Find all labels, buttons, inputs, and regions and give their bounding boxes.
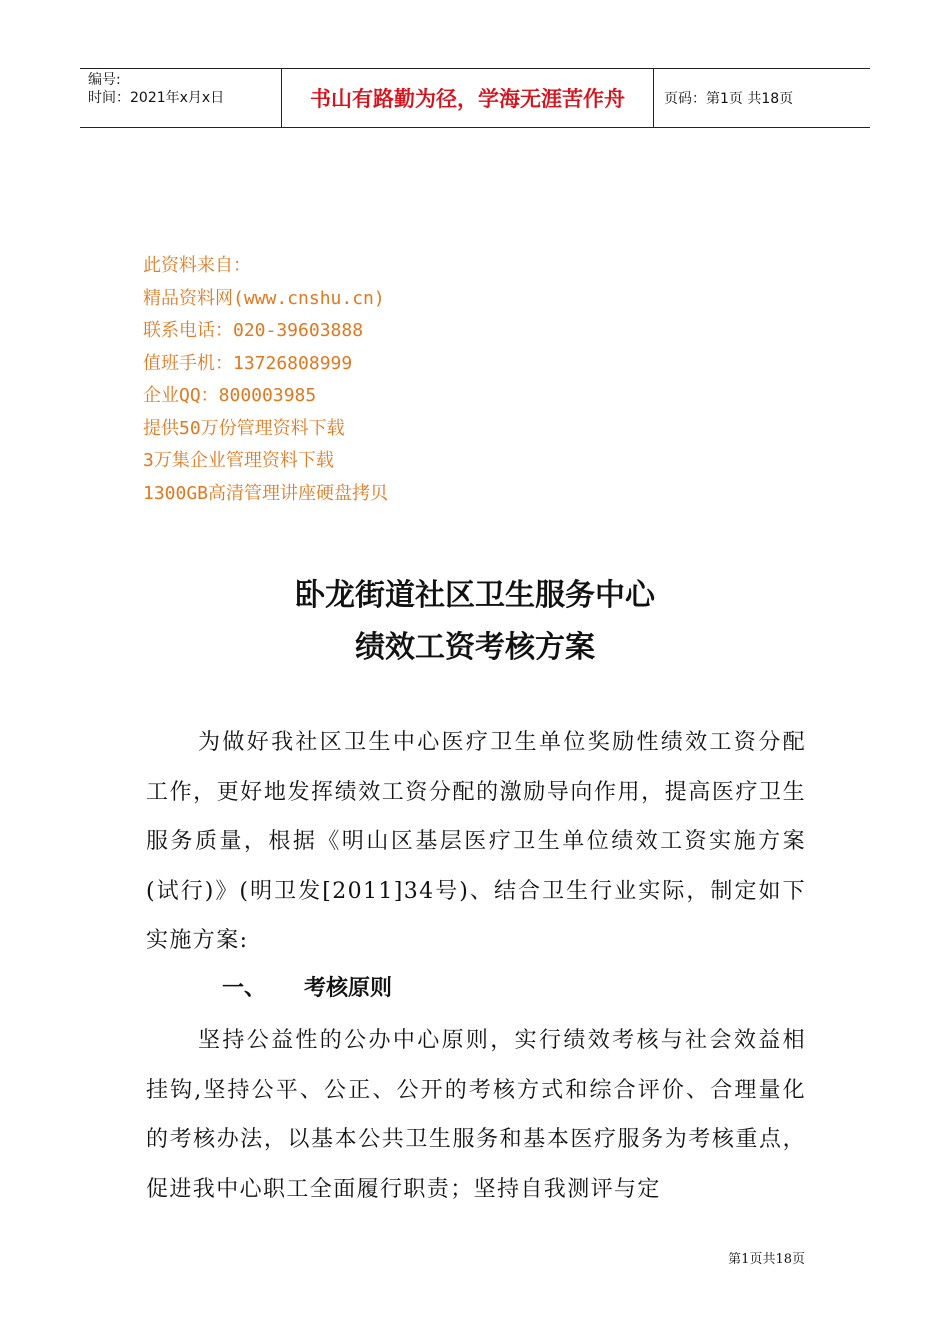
source-line: 此资料来自： — [143, 255, 251, 276]
serial-label: 编号: — [88, 72, 121, 88]
header-meta — [80, 69, 282, 127]
section1-paragraph: 坚持公益性的公办中心原则，实行绩效考核与社会效益相挂钩,坚持公平、公正、公开的考核方式和综合评价、合理量化的考核办法，以基本公共卫生服务和基本医疗服务为考核重点，促进我中心职工全面履行职责；坚持自我测评与定 — [146, 1028, 806, 1202]
section1-number: 一、 — [222, 976, 267, 1001]
page-header — [80, 68, 870, 128]
intro-paragraph: 为做好我社区卫生中心医疗卫生单位奖励性绩效工资分配工作，更好地发挥绩效工资分配的激励导向作用，提高医疗卫生服务质量，根据《明山区基层医疗卫生单位绩效工资实施方案(试行)》(明卫发[2011]34号)、结合卫生行业实际，制定如下实施方案: — [146, 730, 806, 954]
page-footer: 第1页共18页 — [728, 1252, 805, 1267]
time-label: 时间：2021年x月x日 — [88, 90, 225, 106]
source-line: 提供50万份管理资料下载 — [143, 417, 345, 439]
section1-heading — [222, 964, 392, 1014]
source-info-block — [143, 250, 388, 510]
header-motto: 书山有路勤为径，学海无涯苦作舟 — [282, 69, 654, 127]
document-title-line2: 绩效工资考核方案 — [355, 630, 595, 665]
source-line: 3万集企业管理资料下载 — [143, 450, 334, 471]
header-page-label: 页码：第1页 共18页 — [664, 91, 794, 107]
source-line: 精品资料网(www.cnshu.cn) — [143, 287, 385, 309]
document-title-line1: 卧龙街道社区卫生服务中心 — [295, 578, 655, 613]
source-line: 1300GB高清管理讲座硬盘拷贝 — [143, 482, 389, 504]
section1-title: 考核原则 — [304, 976, 393, 1001]
source-line: 企业QQ：800003985 — [143, 385, 317, 406]
source-line: 联系电话：020-39603888 — [143, 320, 364, 341]
source-line: 值班手机：13726808999 — [143, 352, 353, 374]
